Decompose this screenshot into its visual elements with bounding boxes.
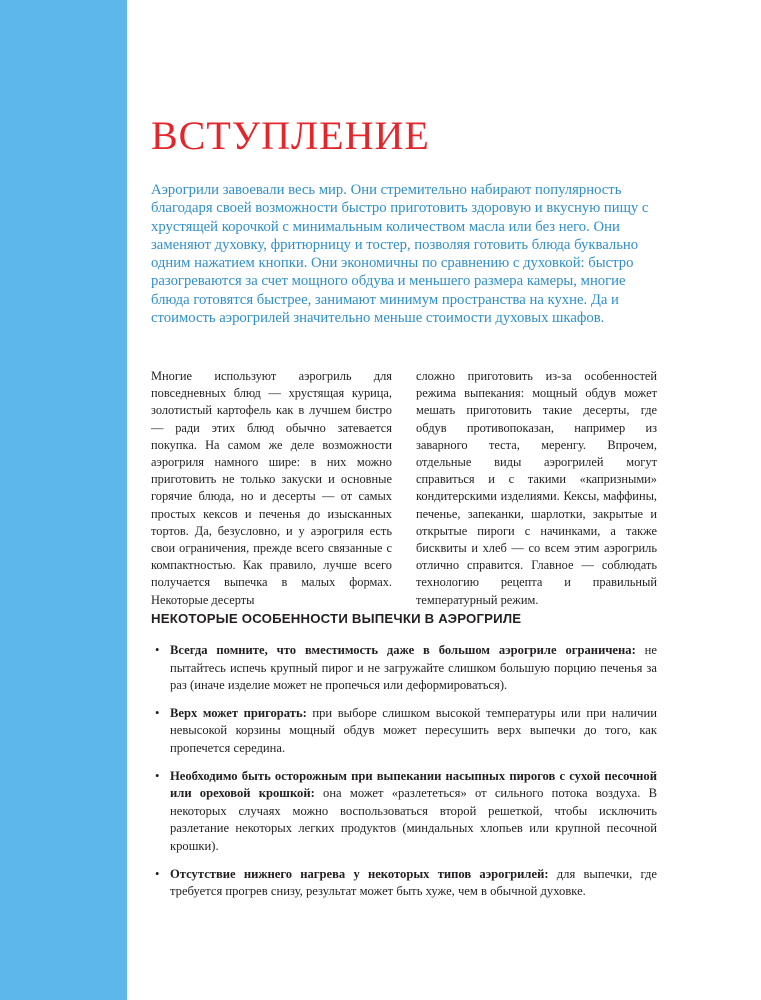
bullet-marker: • xyxy=(155,866,160,881)
tips-list xyxy=(151,642,657,911)
tip-text: для выпечки, где требуется прогрев снизу, результат может быть хуже, чем в обычной духовке. xyxy=(170,866,657,899)
list-item xyxy=(151,642,657,695)
tip-emphasis: Необходимо быть осторожным при выпекании насыпных пирогов с сухой песочной или ореховой крошкой: xyxy=(170,768,657,801)
column-left: Многие используют аэрогриль для повседневных блюд — хрустящая курица, золотистый картофель как в лучшем бистро — ради этих блюд обычно затевается покупка. На самом же деле возможности аэрогриля намного шире: в них можно приготовить не только закуски и основные горячие блюда, но и десерты — от самых простых кексов и печенья до изысканных тортов. Да, безусловно, и у аэрогриля есть свои ограничения, прежде всего связанные с компактностью. Как правило, лучше всего получается выпечка в малых формах. Некоторые десерты xyxy=(151,369,392,607)
tip-emphasis: Отсутствие нижнего нагрева у некоторых типов аэрогрилей: xyxy=(170,866,549,881)
tip-emphasis: Верх может пригорать: xyxy=(170,705,307,720)
column-right: сложно приготовить из-за особенностей режима выпекания: мощный обдув может мешать приготовить такие десерты, где обдув противопоказан, например из заварного теста, меренгу. Впрочем, отдельные виды аэрогрилей могут справиться и с такими «капризными» кондитерскими изделиями. Кексы, маффины, печенье, запеканки, шарлотки, закрытые и открытые пироги с начинками, а также бисквиты и хлеб — со всем этим аэрогриль отлично справится. Главное — соблюдать технологию рецепта и правильный температурный режим. xyxy=(416,369,657,607)
bullet-marker: • xyxy=(155,643,160,657)
tip-text: не пытайтесь испечь крупный пирог и не загружайте слишком большую порцию печенья за раз (иначе изделие может не пропечься или деформироваться). xyxy=(170,643,657,693)
list-item xyxy=(151,705,657,758)
tip-text: при выборе слишком высокой температуры или при наличии невысокой корзины мощный обдув может пересушить верх выпечки до того, как пропечется середина. xyxy=(170,705,657,755)
bullet-marker: • xyxy=(155,768,160,783)
tip-emphasis: Всегда помните, что вместимость даже в большом аэрогриле ограничена: xyxy=(170,643,636,657)
section-heading: НЕКОТОРЫЕ ОСОБЕННОСТИ ВЫПЕЧКИ В АЭРОГРИЛЕ xyxy=(151,611,522,626)
list-item xyxy=(151,768,657,856)
side-color-bar xyxy=(0,0,127,1000)
bullet-marker: • xyxy=(155,705,160,720)
two-column-text xyxy=(151,368,657,609)
list-item xyxy=(151,866,657,901)
lead-paragraph: Аэрогрили завоевали весь мир. Они стремительно набирают популярность благодаря своей возможности быстро приготовить здоровую и вкусную пищу с хрустящей корочкой с минимальным количеством масла или без него. Они заменяют духовку, фритюрницу и тостер, позволяя готовить блюда буквально одним нажатием кнопки. Они экономичны по сравнению с духовкой: быстро разогреваются за счет мощного обдува и меньшего размера камеры, многие блюда готовятся быстрее, занимают минимум пространства на кухне. Да и стоимость аэрогрилей значительно меньше стоимости духовых шкафов. xyxy=(151,182,649,327)
page-title: ВСТУПЛЕНИЕ xyxy=(151,113,430,158)
tip-text: она может «разлететься» от сильного потока воздуха. В некоторых случаях можно воспользоваться второй решеткой, чтобы исключить разлетание некоторых легких продуктов (миндальных хлопьев или крупной песочной крошки). xyxy=(170,786,657,853)
